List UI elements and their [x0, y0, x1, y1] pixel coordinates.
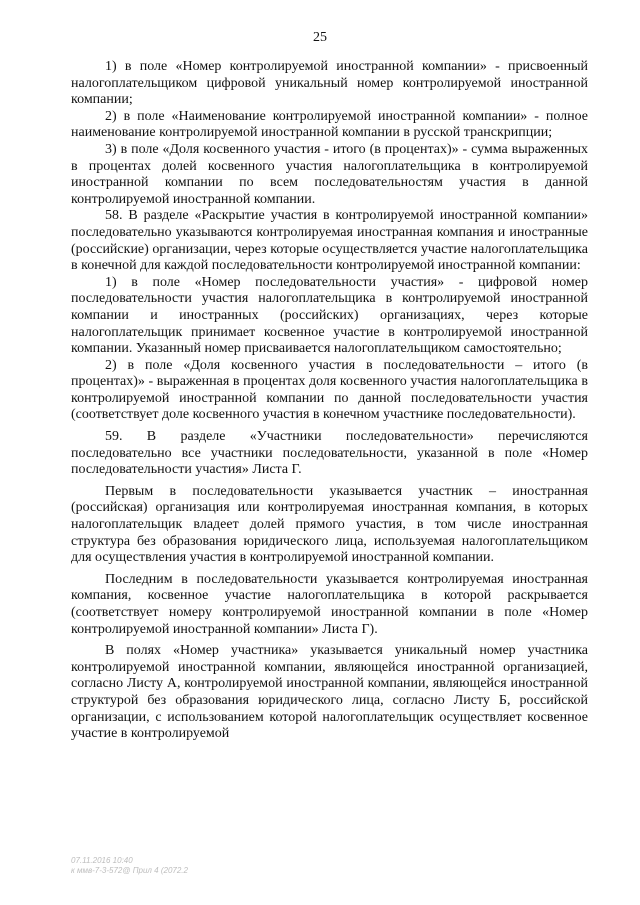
paragraph-field-sequence-number: 1) в поле «Номер последовательности участия» - цифровой номер последовательности участия налогоплательщика в контролируемой иностранной компании и иностранных (российских) организациях, через которые налогоплательщик принимает косвенное участие в контролируемой иностранной компании. Указанный номер присваивается налогоплательщиком самостоятельно;: [71, 274, 588, 357]
footer-stamp: [71, 856, 188, 876]
paragraph-participant-number-fields: В полях «Номер участника» указывается уникальный номер участника контролируемой иностранной компании, являющейся иностранной организацией, согласно Листу А, контролируемой иностранной компании, являющейся иностранной структурой без образования юридического лица, согласно Листу Б, российской организации, с использованием которой налогоплательщик осуществляет косвенное участие в контролируемой: [71, 643, 588, 742]
paragraph-field-sequence-share: 2) в поле «Доля косвенного участия в последовательности – итого (в процентах)» - выраженная в процентах доля косвенного участия налогоплательщика в контролируемой иностранной компании по данной последовательности участия (соответствует доле косвенного участия в конечном участнике последовательности).: [71, 357, 588, 423]
paragraph-item-59: 59. В разделе «Участники последовательности» перечисляются последовательно все участники последовательности, указанной в поле «Номер последовательности участия» Листа Г.: [71, 429, 588, 478]
document-body: [71, 59, 588, 743]
footer-stamp-ref: к ммв-7-3-572@ Прил 4 (2072.2: [71, 866, 188, 875]
page-number: 25: [313, 30, 327, 45]
paragraph-first-participant: Первым в последовательности указывается участник – иностранная (российская) организация или контролируемая иностранная компания, в которых налогоплательщик владеет долей прямого участия, в том числе иностранная структура без образования юридического лица, используемая налогоплательщиком для осуществления участия в контролируемой иностранной компании.: [71, 483, 588, 566]
paragraph-field-indirect-share-total: 3) в поле «Доля косвенного участия - итого (в процентах)» - сумма выраженных в процентах долей косвенного участия налогоплательщика в контролируемой иностранной компании по всем последовательностям участия в данной контролируемой иностранной компании.: [71, 141, 588, 207]
paragraph-item-58: 58. В разделе «Раскрытие участия в контролируемой иностранной компании» последовательно указываются контролируемая иностранная компания и иностранные (российские) организации, через которые осуществляется участие налогоплательщика в конечной для каждой последовательности контролируемой иностранной компании:: [71, 208, 588, 274]
paragraph-last-participant: Последним в последовательности указывается контролируемая иностранная компания, косвенное участие налогоплательщика в которой раскрывается (соответствует номеру контролируемой иностранной компании в поле «Номер контролируемой иностранной компании» Листа Г).: [71, 571, 588, 637]
footer-stamp-date: 07.11.2016 10:40: [71, 856, 133, 865]
paragraph-field-kik-name: 2) в поле «Наименование контролируемой иностранной компании» - полное наименование контролируемой иностранной компании в русской транскрипции;: [71, 108, 588, 141]
paragraph-field-kik-number: 1) в поле «Номер контролируемой иностранной компании» - присвоенный налогоплательщиком цифровой уникальный номер контролируемой иностранной компании;: [71, 59, 588, 108]
